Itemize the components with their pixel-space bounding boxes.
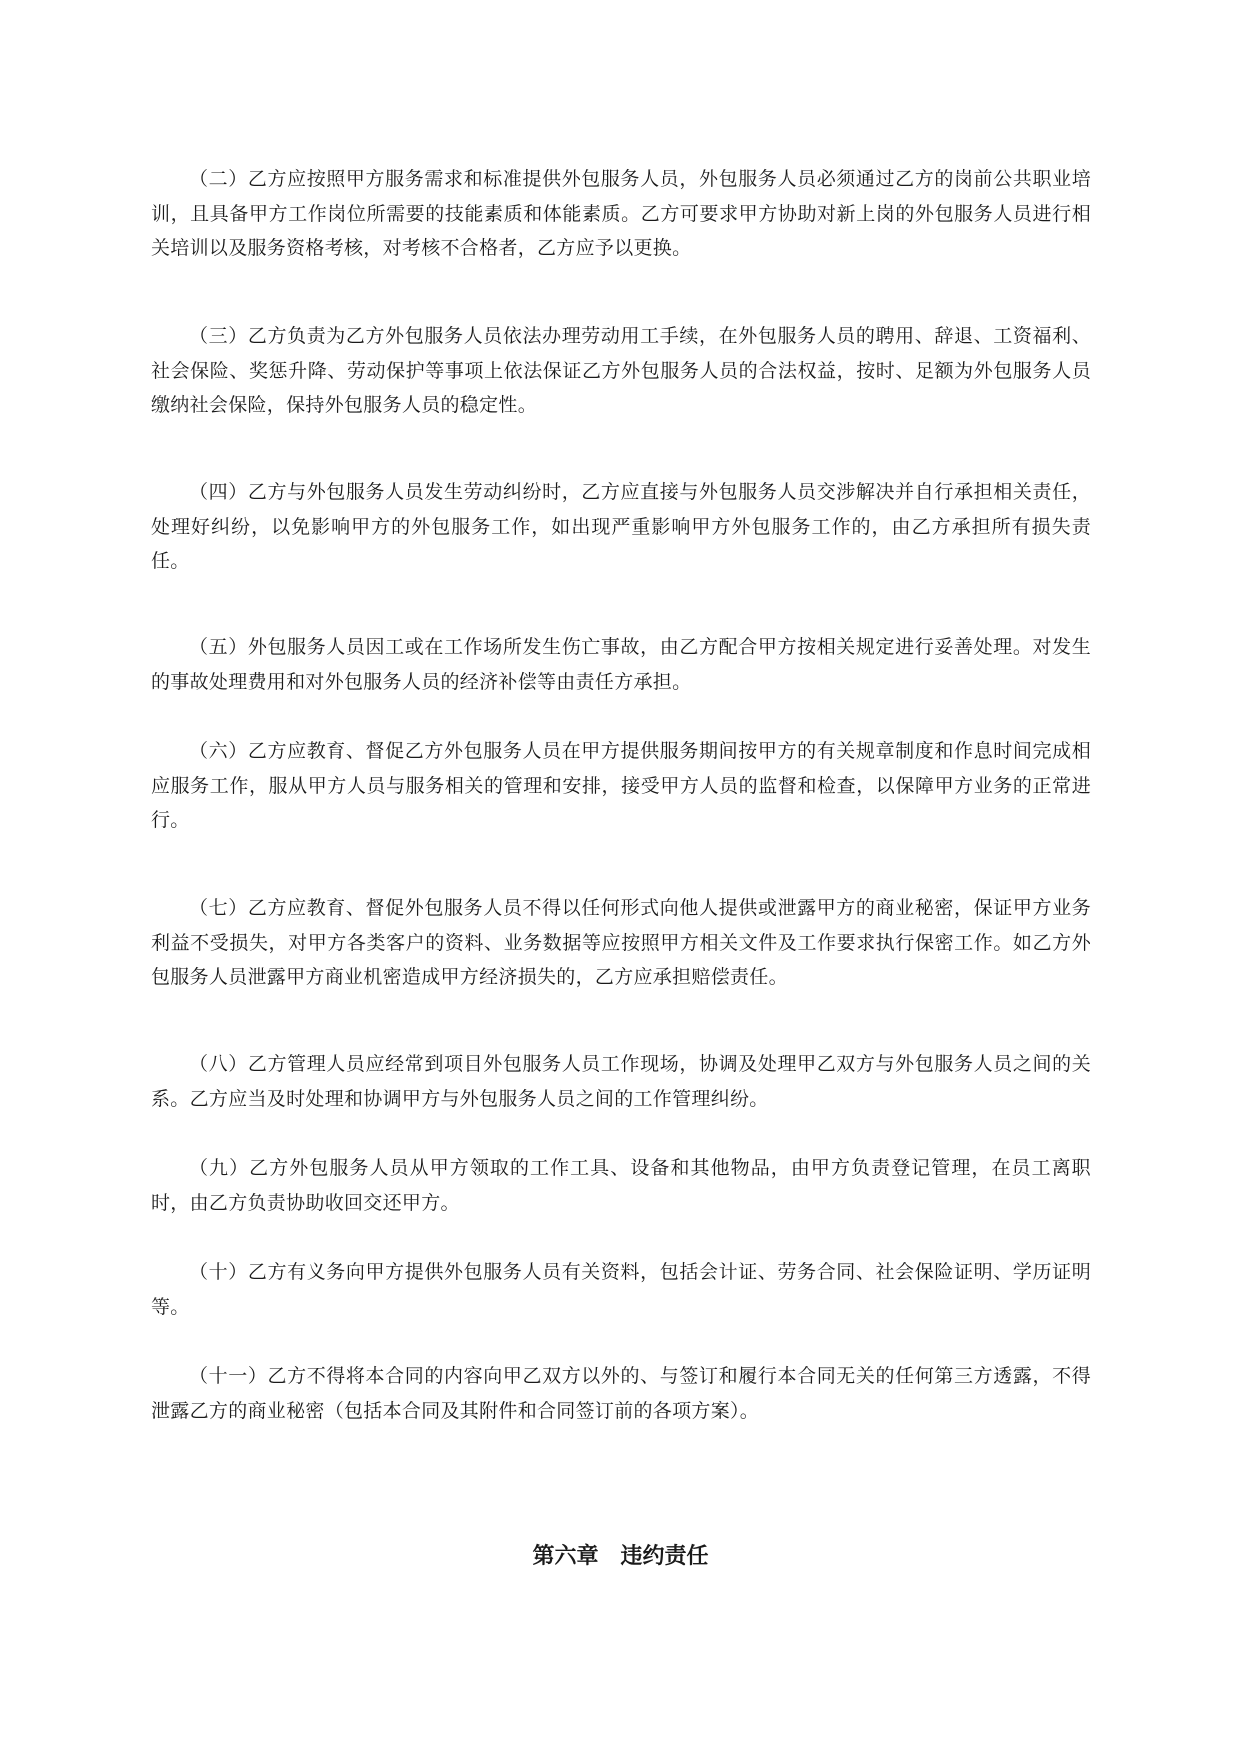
paragraph-10: （十）乙方有义务向甲方提供外包服务人员有关资料，包括会计证、劳务合同、社会保险证明、学历证明等。: [151, 1261, 1091, 1318]
paragraph-11: （十一）乙方不得将本合同的内容向甲乙双方以外的、与签订和履行本合同无关的任何第三方透露，不得泄露乙方的商业秘密（包括本合同及其附件和合同签订前的各项方案）。: [151, 1365, 1091, 1422]
paragraph-8: （八）乙方管理人员应经常到项目外包服务人员工作现场，协调及处理甲乙双方与外包服务人员之间的关系。乙方应当及时处理和协调甲方与外包服务人员之间的工作管理纠纷。: [151, 1053, 1091, 1110]
paragraph-6: （六）乙方应教育、督促乙方外包服务人员在甲方提供服务期间按甲方的有关规章制度和作息时间完成相应服务工作，服从甲方人员与服务相关的管理和安排，接受甲方人员的监督和检查，以保障甲方业务的正常进行。: [151, 740, 1091, 831]
paragraph-3: （三）乙方负责为乙方外包服务人员依法办理劳动用工手续，在外包服务人员的聘用、辞退、工资福利、社会保险、奖惩升降、劳动保护等事项上依法保证乙方外包服务人员的合法权益，按时、足额为外包服务人员缴纳社会保险，保持外包服务人员的稳定性。: [151, 325, 1091, 416]
paragraph-4: （四）乙方与外包服务人员发生劳动纠纷时，乙方应直接与外包服务人员交涉解决并自行承担相关责任，处理好纠纷，以免影响甲方的外包服务工作，如出现严重影响甲方外包服务工作的，由乙方承担所有损失责任。: [151, 481, 1091, 572]
paragraph-9: （九）乙方外包服务人员从甲方领取的工作工具、设备和其他物品，由甲方负责登记管理，在员工离职时，由乙方负责协助收回交还甲方。: [151, 1157, 1091, 1214]
chapter-title: 第六章 违约责任: [532, 1544, 709, 1569]
paragraph-2: （二）乙方应按照甲方服务需求和标准提供外包服务人员，外包服务人员必须通过乙方的岗前公共职业培训，且具备甲方工作岗位所需要的技能素质和体能素质。乙方可要求甲方协助对新上岗的外包服务人员进行相关培训以及服务资格考核，对考核不合格者，乙方应予以更换。: [151, 168, 1091, 259]
paragraph-5: （五）外包服务人员因工或在工作场所发生伤亡事故，由乙方配合甲方按相关规定进行妥善处理。对发生的事故处理费用和对外包服务人员的经济补偿等由责任方承担。: [151, 636, 1091, 693]
paragraph-7: （七）乙方应教育、督促外包服务人员不得以任何形式向他人提供或泄露甲方的商业秘密，保证甲方业务利益不受损失，对甲方各类客户的资料、业务数据等应按照甲方相关文件及工作要求执行保密工作。如乙方外包服务人员泄露甲方商业机密造成甲方经济损失的，乙方应承担赔偿责任。: [151, 897, 1091, 988]
